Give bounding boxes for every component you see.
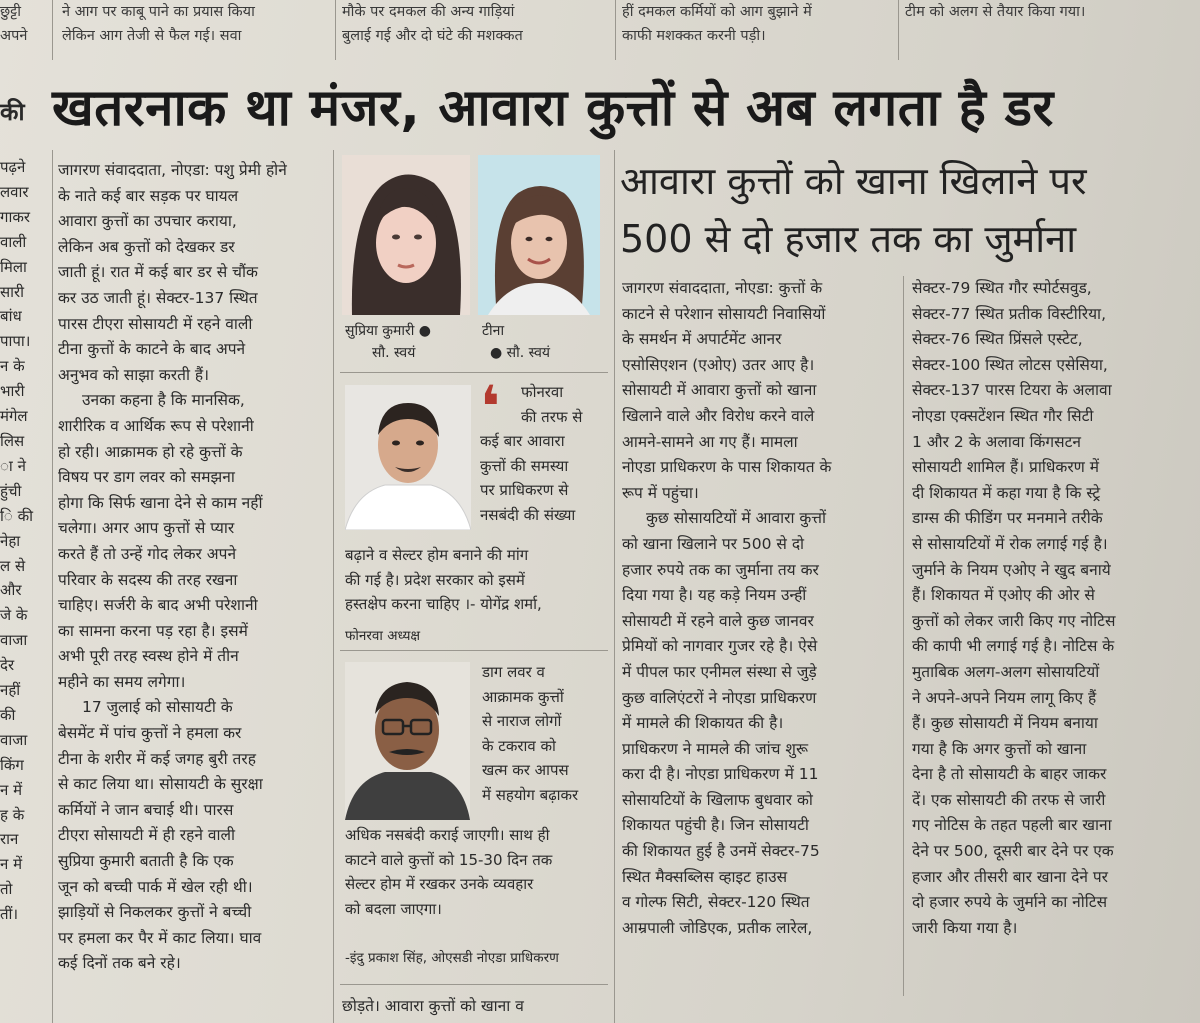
text-line: सारी <box>0 282 25 301</box>
text-line: जुर्माने के नियम एओए ने खुद बनाये <box>912 560 1111 579</box>
article-fine-column-1 <box>622 276 898 996</box>
text-line: किंग <box>0 755 24 774</box>
text-line: नोएडा एक्सटेंशन स्थित गौर सिटी <box>912 406 1094 425</box>
text-line: आवारा कुत्तों का उपचार कराया, <box>58 212 237 231</box>
text-line: सेक्टर-100 स्थित लोटस एसेसिया, <box>912 355 1108 374</box>
text-line: ल से <box>0 556 26 575</box>
text-line: टीएरा सोसायटी में ही रहने वाली <box>58 826 236 845</box>
bottom-fragment: छोड़ते। आवारा कुत्तों को खाना व <box>342 997 524 1015</box>
quote-mark-icon: ❛ <box>480 373 501 441</box>
text-line: हजार रुपये तक का जुर्माना तय कर <box>622 560 819 579</box>
text-line: चाहिए। सर्जरी के बाद अभी परेशानी <box>58 596 258 615</box>
text-line: ि की <box>0 506 33 525</box>
text-line: मुताबिक अलग-अलग सोसायटियों <box>912 662 1100 681</box>
text-line: सेक्टर-76 स्थित प्रिंसले एस्टेट, <box>912 330 1083 349</box>
text-line: बेसमेंट में पांच कुत्तों ने हमला कर <box>58 724 242 743</box>
text-line: खत्म कर आपस <box>482 761 569 779</box>
text-line: ने अपने-अपने नियम लागू किए हैं <box>912 688 1097 707</box>
column-rule <box>52 150 53 1023</box>
indu-prakash-singh-photo <box>345 662 470 820</box>
subhead-line: आवारा कुत्तों को खाना खिलाने पर <box>620 159 1087 203</box>
text-line: न के <box>0 357 25 376</box>
text-line: आक्रामक कुत्तों <box>482 687 564 706</box>
text-line: ा ने <box>0 456 26 475</box>
text-line: डाग लवर व <box>482 663 545 681</box>
text-line: कुछ सोसायटियों में आवारा कुत्तों <box>646 509 827 528</box>
text-line: फोनरवा <box>521 383 564 401</box>
text-line: पर प्राधिकरण से <box>480 481 569 499</box>
quote-yogendra-full <box>345 543 610 617</box>
text-line: गया है कि अगर कुत्तों को खाना <box>912 739 1087 758</box>
text-line: हैं। शिकायत में एओए की ओर से <box>912 586 1095 605</box>
text-line: शिकायत पहुंची है। जिन सोसायटी <box>622 816 809 835</box>
text-line: करा दी है। नोएडा प्राधिकरण में 11 <box>622 765 819 784</box>
column-rule <box>335 0 336 60</box>
top-column-3 <box>622 0 892 62</box>
text-line: सेक्टर-79 स्थित गौर स्पोर्टसवुड, <box>912 279 1092 297</box>
text-line: विषय पर डाग लवर को समझना <box>58 468 235 487</box>
quote-yogendra-attribution: फोनरवा अध्यक्ष <box>345 628 421 644</box>
text-line: महीने का समय लगेगा। <box>58 672 186 691</box>
text-line: न में <box>0 855 23 874</box>
tina-caption: टीना <box>482 323 505 339</box>
text-line: तो <box>0 880 13 899</box>
top-column-4 <box>905 0 1195 62</box>
text-line: सोसायटियों के खिलाफ बुधवार को <box>622 790 813 809</box>
text-line: में मामले की शिकायत की है। <box>622 714 784 733</box>
text-line: से सोसायटियों में रोक लगाई गई है। <box>912 534 1108 553</box>
column-rule <box>898 0 899 60</box>
column-rule <box>333 150 334 1023</box>
text-line: प्राधिकरण ने मामले की जांच शुरू <box>622 739 808 758</box>
divider <box>340 372 608 373</box>
text-line: सोसायटी में रहने वाले कुछ जानवर <box>622 611 814 630</box>
text-line: अभी पूरी तरह स्वस्थ होने में तीन <box>58 647 239 666</box>
text-line: जागरण संवाददाता, नोएडा: पशु प्रेमी होने <box>58 161 287 179</box>
text-line: सेल्टर होम में रखकर उनके व्यवहार <box>345 875 534 893</box>
divider <box>340 984 608 985</box>
text-line: से नाराज लोगों <box>482 712 562 730</box>
text-line: व गोल्फ सिटी, सेक्टर-120 स्थित <box>622 893 810 912</box>
top-column-2 <box>342 0 610 62</box>
text-line: देर <box>0 656 15 675</box>
text-line: हजार और तीसरी बार खाना देने पर <box>912 867 1109 886</box>
text-line: पढ़ने <box>0 158 26 176</box>
text-line: काटने से परेशान सोसायटी निवासियों <box>622 304 826 323</box>
text-line: नसबंदी की संख्या <box>480 505 576 524</box>
text-line: शारीरिक व आर्थिक रूप से परेशानी <box>58 416 254 435</box>
text-line: मिला <box>0 257 27 276</box>
text-line: चलेगा। अगर आप कुत्तों से प्यार <box>58 519 235 538</box>
left-fragment-heading: की <box>0 98 25 126</box>
text-line: की तरफ से <box>521 407 583 426</box>
article-fine-body-2 <box>912 276 1200 941</box>
text-line: छुट्टी <box>0 4 22 20</box>
text-line: गाकर <box>0 207 30 226</box>
text-line: एसोसिएशन (एओए) उतर आए है। <box>622 355 815 374</box>
sub-headline <box>620 152 1180 268</box>
text-line: लवार <box>0 182 29 201</box>
text-line: के समर्थन में अपार्टमेंट आनर <box>622 330 782 349</box>
article-fine-column-2 <box>912 276 1200 996</box>
text-line: जागरण संवाददाता, नोएडा: कुत्तों के <box>622 279 823 297</box>
text-line: खिलाने वाले और विरोध करने वाले <box>622 406 815 425</box>
text-line: दी शिकायत में कहा गया है कि स्ट्रे <box>912 483 1101 502</box>
text-line: वाजा <box>0 730 28 749</box>
text-line: में पीपल फार एनीमल संस्था से जुड़े <box>622 662 817 681</box>
text-line: झाड़ियों से निकलकर कुत्तों ने बच्ची <box>58 903 252 922</box>
text-line: 1 और 2 के अलावा किंगसटन <box>912 432 1081 451</box>
text-line: भारी <box>0 382 25 401</box>
left-margin-column <box>0 95 50 1023</box>
text-line: कुत्तों को लेकर जारी किए गए नोटिस <box>912 611 1116 630</box>
text-line: हस्तक्षेप करना चाहिए ।- योगेंद्र शर्मा, <box>345 595 542 613</box>
article-fine-body-1 <box>622 276 898 941</box>
text-line: परिवार के सदस्य की तरह रखना <box>58 570 238 589</box>
text-line: टीना के शरीर में कई जगह बुरी तरह <box>58 749 256 768</box>
subhead-line: 500 से दो हजार तक का जुर्माना <box>620 217 1077 261</box>
supriya-caption: सुप्रिया कुमारी ● <box>345 323 432 339</box>
article-tina-body <box>58 158 330 977</box>
column-rule <box>614 150 615 1023</box>
text-line: काफी मशक्कत करनी पड़ी। <box>622 28 766 44</box>
text-line: के टकराव को <box>482 736 556 755</box>
text-line: दो हजार रुपये के जुर्माने का नोटिस <box>912 893 1108 912</box>
text-line: पापा। <box>0 332 31 351</box>
text-line: जाती हूं। रात में कई बार डर से चौंक <box>58 263 258 282</box>
text-line: की <box>0 705 16 724</box>
text-line: हीं दमकल कर्मियों को आग बुझाने में <box>622 4 812 20</box>
text-line: जून को बच्ची पार्क में खेल रही थी। <box>58 877 253 896</box>
text-line: दें। एक सोसायटी की तरफ से जारी <box>912 790 1106 809</box>
text-line: से काट लिया था। सोसायटी के सुरक्षा <box>58 775 263 794</box>
text-line: कर उठ जाती हूं। सेक्टर-137 स्थित <box>58 288 258 307</box>
tina-photo <box>478 155 600 315</box>
text-line: गए नोटिस के तहत पहली बार खाना <box>912 816 1112 835</box>
column-rule <box>615 0 616 60</box>
text-line: कर्मियों ने जान बचाई थी। पारस <box>58 800 234 819</box>
text-line: नहीं <box>0 681 21 700</box>
text-line: कई दिनों तक बने रहे। <box>58 954 181 973</box>
quote-indu-attribution: -इंदु प्रकाश सिंह, ओएसडी नोएडा प्राधिकरण <box>345 950 559 966</box>
text-line: देना है तो सोसायटी के बाहर जाकर <box>912 765 1107 784</box>
text-line: के नाते कई बार सड़क पर घायल <box>58 186 239 205</box>
text-line: नोएडा प्राधिकरण के पास शिकायत के <box>622 458 832 477</box>
text-line: मंगेल <box>0 407 28 426</box>
text-line: दिया गया है। यह कड़े नियम उन्हीं <box>622 586 807 605</box>
text-line: कुछ वालिएंटरों ने नोएडा प्राधिकरण <box>622 688 817 707</box>
text-line: नेहा <box>0 531 21 550</box>
text-line: हो रही। आक्रामक हो रहे कुत्तों के <box>58 442 243 461</box>
text-line: टीना कुत्तों के काटने के बाद अपने <box>58 340 246 359</box>
column-rule <box>903 276 904 996</box>
text-line: पर हमला कर पैर में काट लिया। घाव <box>58 928 262 947</box>
text-line: की शिकायत हुई है उनमें सेक्टर-75 <box>622 842 820 861</box>
text-line: की गई है। प्रदेश सरकार को इसमें <box>345 570 525 589</box>
text-line: हैं। कुछ सोसायटी में नियम बनाया <box>912 714 1098 733</box>
supriya-credit: सौ. स्वयं <box>372 345 416 361</box>
text-line: बुलाई गई और दो घंटे की मशक्कत <box>342 28 523 44</box>
text-line: काटने वाले कुत्तों को 15-30 दिन तक <box>345 850 553 869</box>
text-line: वाली <box>0 232 27 251</box>
text-line: अपने <box>0 28 28 44</box>
text-line: देने पर 500, दूसरी बार देने पर एक <box>912 842 1114 861</box>
text-line: हुंची <box>0 481 22 500</box>
text-line: बढ़ाने व सेल्टर होम बनाने की मांग <box>345 546 529 564</box>
quote-yogendra-narrow <box>521 380 611 429</box>
text-line: सुप्रिया कुमारी बताती है कि एक <box>58 852 234 871</box>
text-line: मौके पर दमकल की अन्य गाड़ियां <box>342 4 515 20</box>
text-line: उनका कहना है कि मानसिक, <box>82 391 245 410</box>
text-line: लेकिन आग तेजी से फैल गई। सवा <box>62 28 242 44</box>
text-line: तीं। <box>0 905 19 924</box>
text-line: को बदला जाएगा। <box>345 899 442 918</box>
text-line: बांध <box>0 307 22 326</box>
text-line: को खाना खिलाने पर 500 से दो <box>622 534 805 553</box>
text-line: ह के <box>0 805 25 824</box>
text-line: रूप में पहुंचा। <box>622 483 699 502</box>
quote-yogendra-mid <box>480 429 610 527</box>
yogendra-sharma-photo <box>345 385 471 530</box>
text-line: आमने-सामने आ गए हैं। मामला <box>622 432 798 451</box>
text-line: आम्रपाली जोडिएक, प्रतीक लारेल, <box>622 918 813 937</box>
article-tina-column <box>58 158 330 1023</box>
text-line: टीम को अलग से तैयार किया गया। <box>905 4 1086 20</box>
text-line: सोसायटी शामिल हैं। प्राधिकरण में <box>912 458 1100 477</box>
text-line: सेक्टर-77 स्थित प्रतीक विस्टीरिया, <box>912 304 1106 323</box>
text-line: 17 जुलाई को सोसायटी के <box>82 698 233 717</box>
text-line: प्रेमियों को नागवार गुजर रहे है। ऐसे <box>622 637 818 656</box>
quote-indu-full <box>345 823 610 921</box>
tina-credit: ● सौ. स्वयं <box>490 345 551 361</box>
text-line: की कापी भी लगाई गई है। नोटिस के <box>912 637 1115 656</box>
text-line: डाग्स की फीडिंग पर मनमाने तरीके <box>912 509 1103 528</box>
text-line: पारस टीएरा सोसायटी में रहने वाली <box>58 314 253 333</box>
text-line: कई बार आवारा <box>480 432 565 450</box>
text-line: न में <box>0 780 23 799</box>
text-line: जे के <box>0 606 28 625</box>
top-left-fragment <box>0 0 50 62</box>
text-line: का सामना करना पड़ रहा है। इसमें <box>58 621 248 640</box>
text-line: अनुभव को साझा करती हैं। <box>58 365 210 384</box>
quote-indu-narrow <box>482 660 610 807</box>
text-line: सोसायटी में आवारा कुत्तों को खाना <box>622 381 817 400</box>
divider <box>340 650 608 651</box>
text-line: जारी किया गया है। <box>912 918 1018 937</box>
text-line: लिस <box>0 431 25 450</box>
text-line: में सहयोग बढ़ाकर <box>482 785 579 804</box>
supriya-kumari-photo <box>342 155 470 315</box>
column-rule <box>52 0 53 60</box>
text-line: करते हैं तो उन्हें गोद लेकर अपने <box>58 544 237 563</box>
main-headline: खतरनाक था मंजर, आवारा कुत्तों से अब लगता है डर <box>52 79 1054 138</box>
left-fragment-lines <box>0 155 50 927</box>
text-line: ने आग पर काबू पाने का प्रयास किया <box>62 4 255 20</box>
text-line: लेकिन अब कुत्तों को देखकर डर <box>58 237 235 256</box>
text-line: कुत्तों की समस्या <box>480 456 569 475</box>
text-line: स्थित मैक्सब्लिस व्हाइट हाउस <box>622 867 788 886</box>
text-line: रान <box>0 830 19 849</box>
text-line: वाजा <box>0 631 28 650</box>
text-line: और <box>0 581 22 600</box>
top-column-1 <box>62 0 330 62</box>
text-line: होगा कि सिर्फ खाना देने से काम नहीं <box>58 493 263 512</box>
text-line: सेक्टर-137 पारस टियरा के अलावा <box>912 381 1112 400</box>
text-line: अधिक नसबंदी कराई जाएगी। साथ ही <box>345 826 550 844</box>
